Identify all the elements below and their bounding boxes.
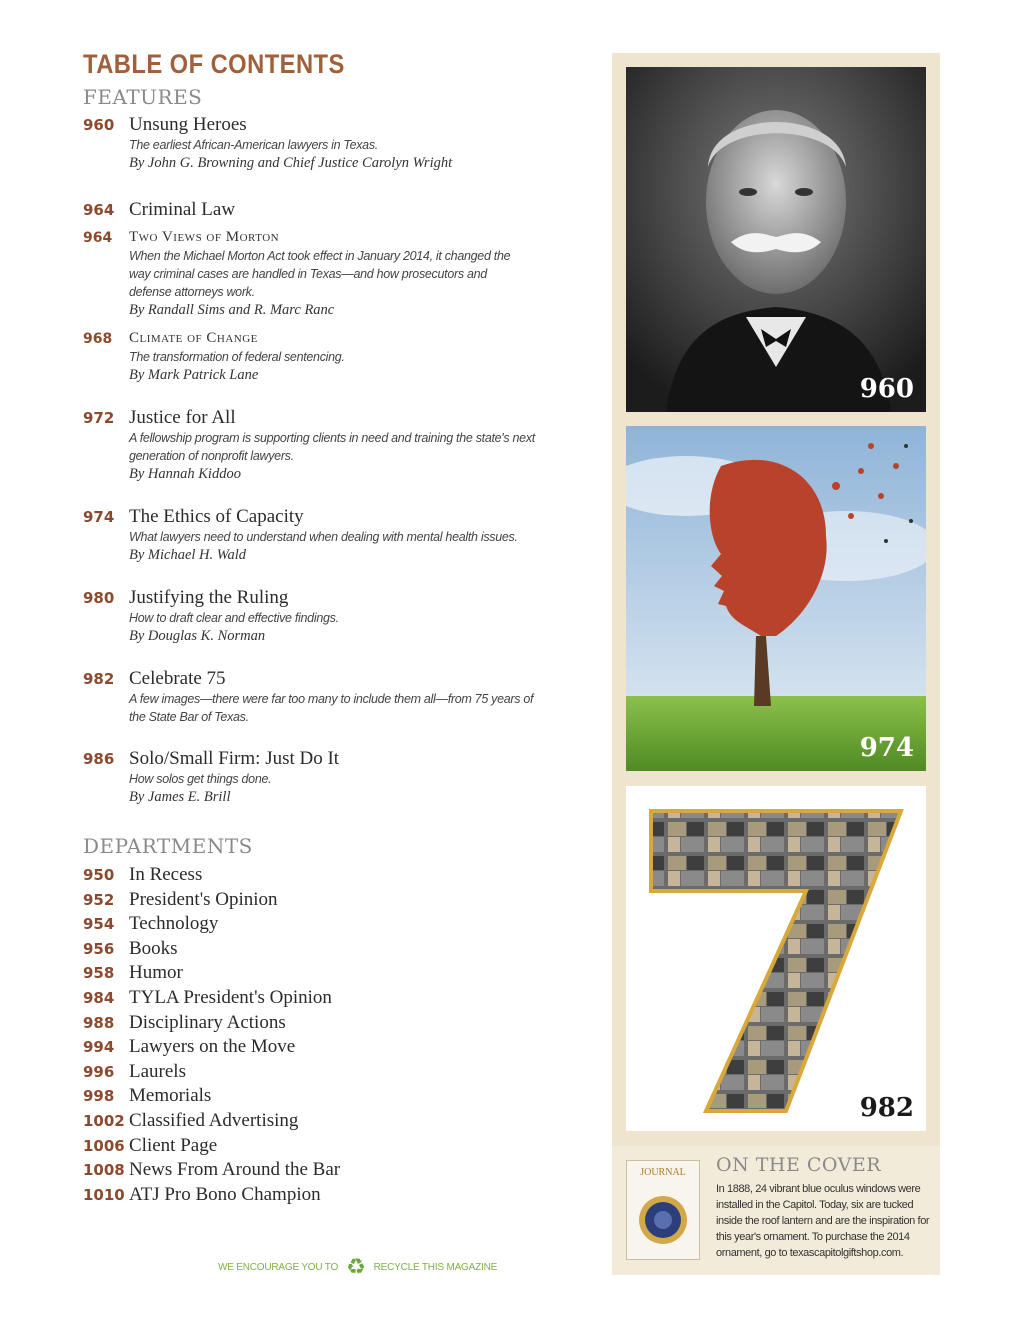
department-title: Technology bbox=[129, 913, 219, 935]
image-page-label: 960 bbox=[859, 374, 914, 404]
tree-head-illustration[interactable] bbox=[626, 426, 926, 771]
feature-description: How to draft clear and effective findings. bbox=[129, 611, 339, 625]
sub-entry[interactable] bbox=[83, 328, 583, 385]
page-number: 960 bbox=[83, 116, 115, 134]
feature-title: Justifying the Ruling bbox=[129, 587, 289, 608]
department-entry[interactable] bbox=[83, 912, 583, 937]
cover-thumbnail[interactable] bbox=[626, 1160, 700, 1260]
department-entry[interactable] bbox=[83, 888, 583, 913]
seventy-five-collage[interactable] bbox=[626, 786, 926, 1131]
page-number: 974 bbox=[83, 508, 115, 526]
departments-list bbox=[83, 863, 583, 1207]
page-number: 1008 bbox=[83, 1161, 125, 1180]
feature-title: Unsung Heroes bbox=[129, 114, 247, 135]
department-entry[interactable] bbox=[83, 863, 583, 888]
footer-left-text: WE ENCOURAGE YOU TO bbox=[218, 1261, 339, 1273]
feature-author: By John G. Browning and Chief Justice Carolyn Wright bbox=[129, 155, 453, 171]
department-title: Classified Advertising bbox=[129, 1109, 299, 1131]
page-number: 994 bbox=[83, 1038, 115, 1057]
sub-entry-description: When the Michael Morton Act took effect in January 2014, it changed the way criminal cases are handled in Texas—and how prosecutors and defense attorneys work. bbox=[129, 249, 511, 299]
feature-title: Solo/Small Firm: Just Do It bbox=[129, 748, 340, 769]
page-number: 958 bbox=[83, 964, 115, 983]
department-title: Laurels bbox=[129, 1060, 186, 1082]
sidebar-panel bbox=[612, 53, 940, 1275]
ornament-icon bbox=[627, 1178, 699, 1258]
feature-description: A few images—there were far too many to include them all—from 75 years of the State Bar of Texas. bbox=[129, 692, 534, 724]
feature-entry[interactable] bbox=[83, 748, 583, 807]
feature-title: The Ethics of Capacity bbox=[129, 506, 304, 527]
page-number: 964 bbox=[83, 230, 113, 246]
image-page-label: 974 bbox=[859, 733, 914, 763]
tree-head-illustration-icon bbox=[626, 426, 926, 771]
feature-entry[interactable] bbox=[83, 407, 583, 484]
page-number: 998 bbox=[83, 1087, 115, 1106]
page-number: 1006 bbox=[83, 1136, 125, 1155]
department-title: TYLA President's Opinion bbox=[129, 986, 332, 1008]
sub-entry-description: The transformation of federal sentencing. bbox=[129, 350, 345, 364]
features-heading: FEATURES bbox=[83, 85, 203, 109]
page-title: TABLE OF CONTENTS bbox=[83, 49, 345, 79]
department-entry[interactable] bbox=[83, 1109, 583, 1134]
image-page-label: 982 bbox=[859, 1093, 914, 1123]
feature-author: By Hannah Kiddoo bbox=[129, 466, 241, 482]
department-title: Lawyers on the Move bbox=[129, 1036, 296, 1058]
feature-author: By Michael H. Wald bbox=[129, 547, 247, 563]
feature-description: What lawyers need to understand when dealing with mental health issues. bbox=[129, 530, 518, 544]
toc-column bbox=[83, 48, 583, 1207]
page-number: 980 bbox=[83, 589, 115, 607]
cover-description: In 1888, 24 vibrant blue oculus windows were installed in the Capitol. Today, six are tucked inside the roof lantern and are the inspiration for this year's ornament. To purchase the 2014 ornament, go to texascapitolgiftshop.com. bbox=[716, 1183, 930, 1259]
department-entry[interactable] bbox=[83, 1011, 583, 1036]
page-number: 950 bbox=[83, 866, 115, 884]
page-number: 972 bbox=[83, 409, 115, 427]
feature-description: The earliest African-American lawyers in Texas. bbox=[129, 138, 378, 152]
department-entry[interactable] bbox=[83, 1060, 583, 1085]
footer-right-text: RECYCLE THIS MAGAZINE bbox=[373, 1261, 498, 1273]
feature-description: How solos get things done. bbox=[129, 772, 272, 786]
department-entry[interactable] bbox=[83, 1084, 583, 1109]
page-number: 952 bbox=[83, 890, 115, 909]
page-number: 982 bbox=[83, 670, 115, 688]
seventy-five-collage-icon bbox=[626, 786, 926, 1131]
department-entry[interactable] bbox=[83, 986, 583, 1011]
department-title: Humor bbox=[129, 962, 183, 984]
department-entry[interactable] bbox=[83, 1035, 583, 1060]
department-title: Books bbox=[129, 937, 178, 959]
department-title: In Recess bbox=[129, 864, 203, 885]
recycle-footer bbox=[218, 1254, 498, 1279]
page-number: 956 bbox=[83, 939, 115, 958]
page-number: 1002 bbox=[83, 1111, 125, 1130]
cover-thumb-title: JOURNAL bbox=[640, 1167, 686, 1178]
feature-title: Justice for All bbox=[129, 407, 236, 428]
feature-author: By Douglas K. Norman bbox=[129, 628, 266, 644]
portrait-photo-icon bbox=[626, 67, 926, 412]
sub-entry-author: By Mark Patrick Lane bbox=[129, 367, 259, 383]
page-number: 968 bbox=[83, 331, 113, 347]
feature-entry[interactable] bbox=[83, 199, 583, 385]
department-entry[interactable] bbox=[83, 1134, 583, 1159]
department-title: ATJ Pro Bono Champion bbox=[129, 1183, 321, 1205]
page-number: 984 bbox=[83, 988, 115, 1007]
page-number: 1010 bbox=[83, 1185, 125, 1204]
feature-entry[interactable] bbox=[83, 114, 583, 173]
on-the-cover bbox=[612, 1146, 940, 1275]
recycle-icon: ♻ bbox=[346, 1254, 366, 1279]
department-entry[interactable] bbox=[83, 961, 583, 986]
portrait-photo[interactable] bbox=[626, 67, 926, 412]
department-title: News From Around the Bar bbox=[129, 1159, 341, 1181]
sub-entry-author: By Randall Sims and R. Marc Ranc bbox=[129, 302, 335, 318]
department-title: Client Page bbox=[129, 1134, 218, 1156]
department-entry[interactable] bbox=[83, 937, 583, 962]
page-number: 986 bbox=[83, 750, 115, 768]
sub-entry-title: Climate of Change bbox=[129, 330, 258, 346]
feature-entry[interactable] bbox=[83, 506, 583, 565]
feature-title: Criminal Law bbox=[129, 199, 236, 220]
feature-entry[interactable] bbox=[83, 587, 583, 646]
cover-heading: ON THE COVER bbox=[716, 1154, 882, 1176]
sub-entry-title: Two Views of Morton bbox=[129, 229, 280, 245]
page-number: 954 bbox=[83, 915, 115, 934]
page-number: 988 bbox=[83, 1013, 115, 1032]
page-number: 964 bbox=[83, 201, 115, 219]
department-title: Memorials bbox=[129, 1085, 212, 1107]
department-title: Disciplinary Actions bbox=[129, 1011, 286, 1033]
feature-entry[interactable] bbox=[83, 668, 583, 726]
feature-description: A fellowship program is supporting clients in need and training the state's next generation of nonprofit lawyers. bbox=[129, 431, 535, 463]
feature-author: By James E. Brill bbox=[129, 789, 231, 805]
department-title: President's Opinion bbox=[129, 888, 278, 910]
departments-heading: DEPARTMENTS bbox=[83, 834, 253, 858]
sub-entry[interactable] bbox=[83, 227, 583, 320]
department-entry[interactable] bbox=[83, 1183, 583, 1208]
feature-title: Celebrate 75 bbox=[129, 668, 226, 689]
page-number: 996 bbox=[83, 1062, 115, 1081]
department-entry[interactable] bbox=[83, 1158, 583, 1183]
